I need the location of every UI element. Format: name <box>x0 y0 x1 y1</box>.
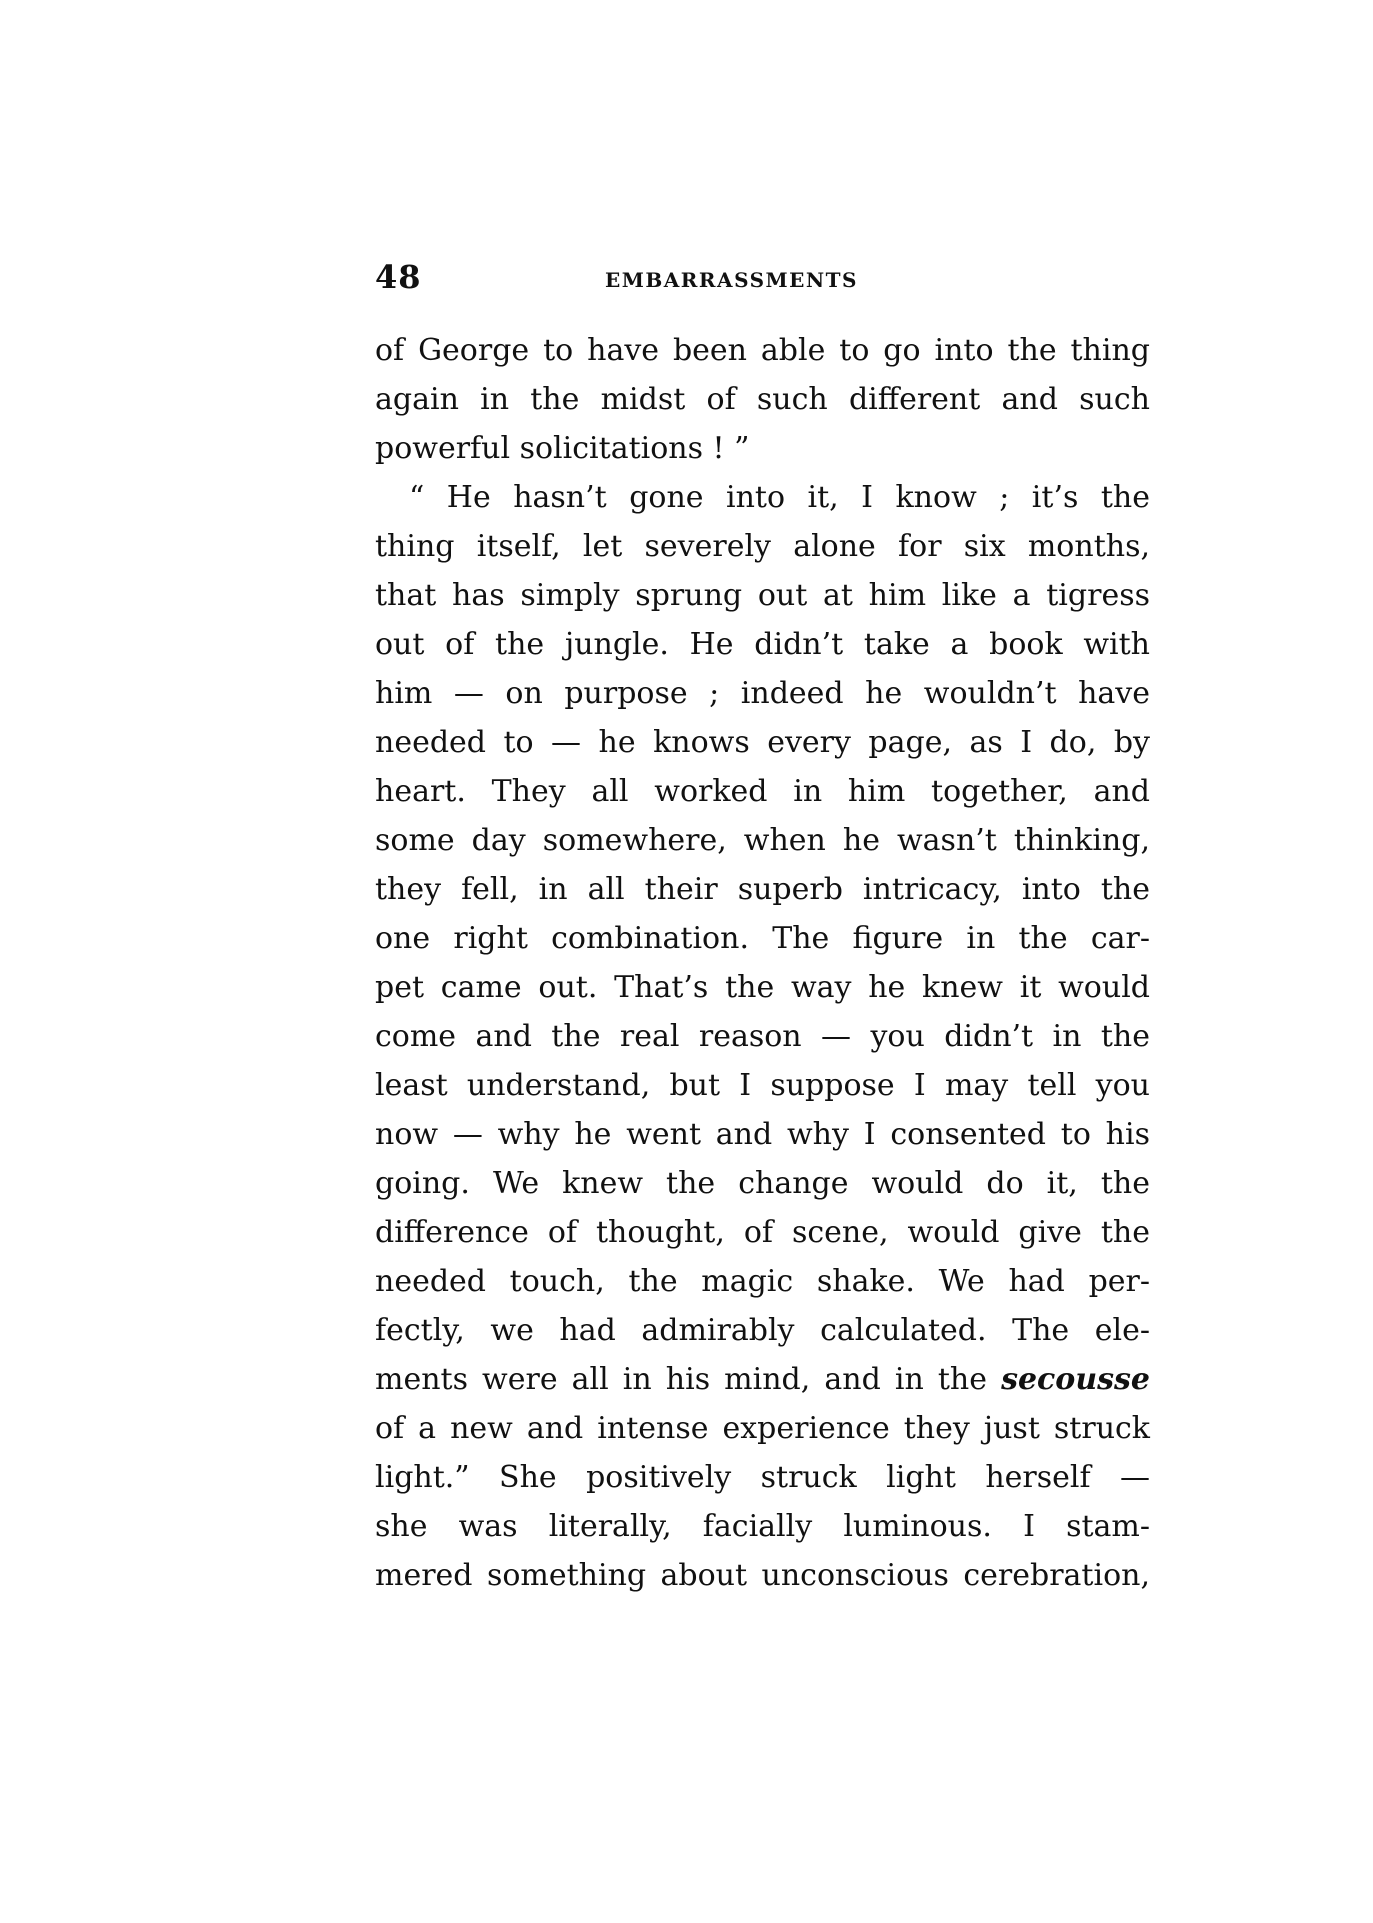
text-line: least understand, but I suppose I may tell you <box>375 1068 1150 1103</box>
text-line: one right combination. The figure in the car- <box>375 921 1150 956</box>
text-line: of George to have been able to go into the thing <box>375 333 1150 368</box>
italic-word: secousse <box>1001 1362 1150 1397</box>
text-fragment: ments were all in his mind, and in the <box>375 1362 987 1397</box>
page-header <box>375 258 1155 302</box>
text-line: that has simply sprung out at him like a tigress <box>375 578 1150 613</box>
text-line: fectly, we had admirably calculated. The ele- <box>375 1313 1150 1348</box>
text-line: going. We knew the change would do it, the <box>375 1166 1150 1201</box>
text-line: thing itself, let severely alone for six months, <box>375 529 1150 564</box>
text-line: pet came out. That’s the way he knew it would <box>375 970 1150 1005</box>
text-line: needed to — he knows every page, as I do, by <box>375 725 1150 760</box>
text-line: heart. They all worked in him together, and <box>375 774 1150 809</box>
text-line: powerful solicitations ! ” <box>375 431 750 466</box>
text-line: “ He hasn’t gone into it, I know ; it’s the <box>409 480 1150 515</box>
text-line: of a new and intense experience they just struck <box>375 1411 1150 1446</box>
text-line: light.” She positively struck light herself — <box>375 1460 1150 1495</box>
text-line: mered something about unconscious cerebration, <box>375 1558 1150 1593</box>
text-line: come and the real reason — you didn’t in the <box>375 1019 1150 1054</box>
text-line: difference of thought, of scene, would give the <box>375 1215 1150 1250</box>
text-line: out of the jungle. He didn’t take a book with <box>375 627 1150 662</box>
text-line: now — why he went and why I consented to his <box>375 1117 1150 1152</box>
text-line: they fell, in all their superb intricacy, into the <box>375 872 1150 907</box>
text-line: him — on purpose ; indeed he wouldn’t have <box>375 676 1150 711</box>
running-head: EMBARRASSMENTS <box>605 268 859 292</box>
text-line: needed touch, the magic shake. We had per- <box>375 1264 1150 1299</box>
text-line: she was literally, facially luminous. I stam- <box>375 1509 1150 1544</box>
text-line-with-italic <box>375 1355 1150 1404</box>
body-text <box>375 326 1150 1600</box>
text-line: some day somewhere, when he wasn’t thinking, <box>375 823 1150 858</box>
text-line: again in the midst of such different and such <box>375 382 1150 417</box>
page-number: 48 <box>375 258 422 296</box>
